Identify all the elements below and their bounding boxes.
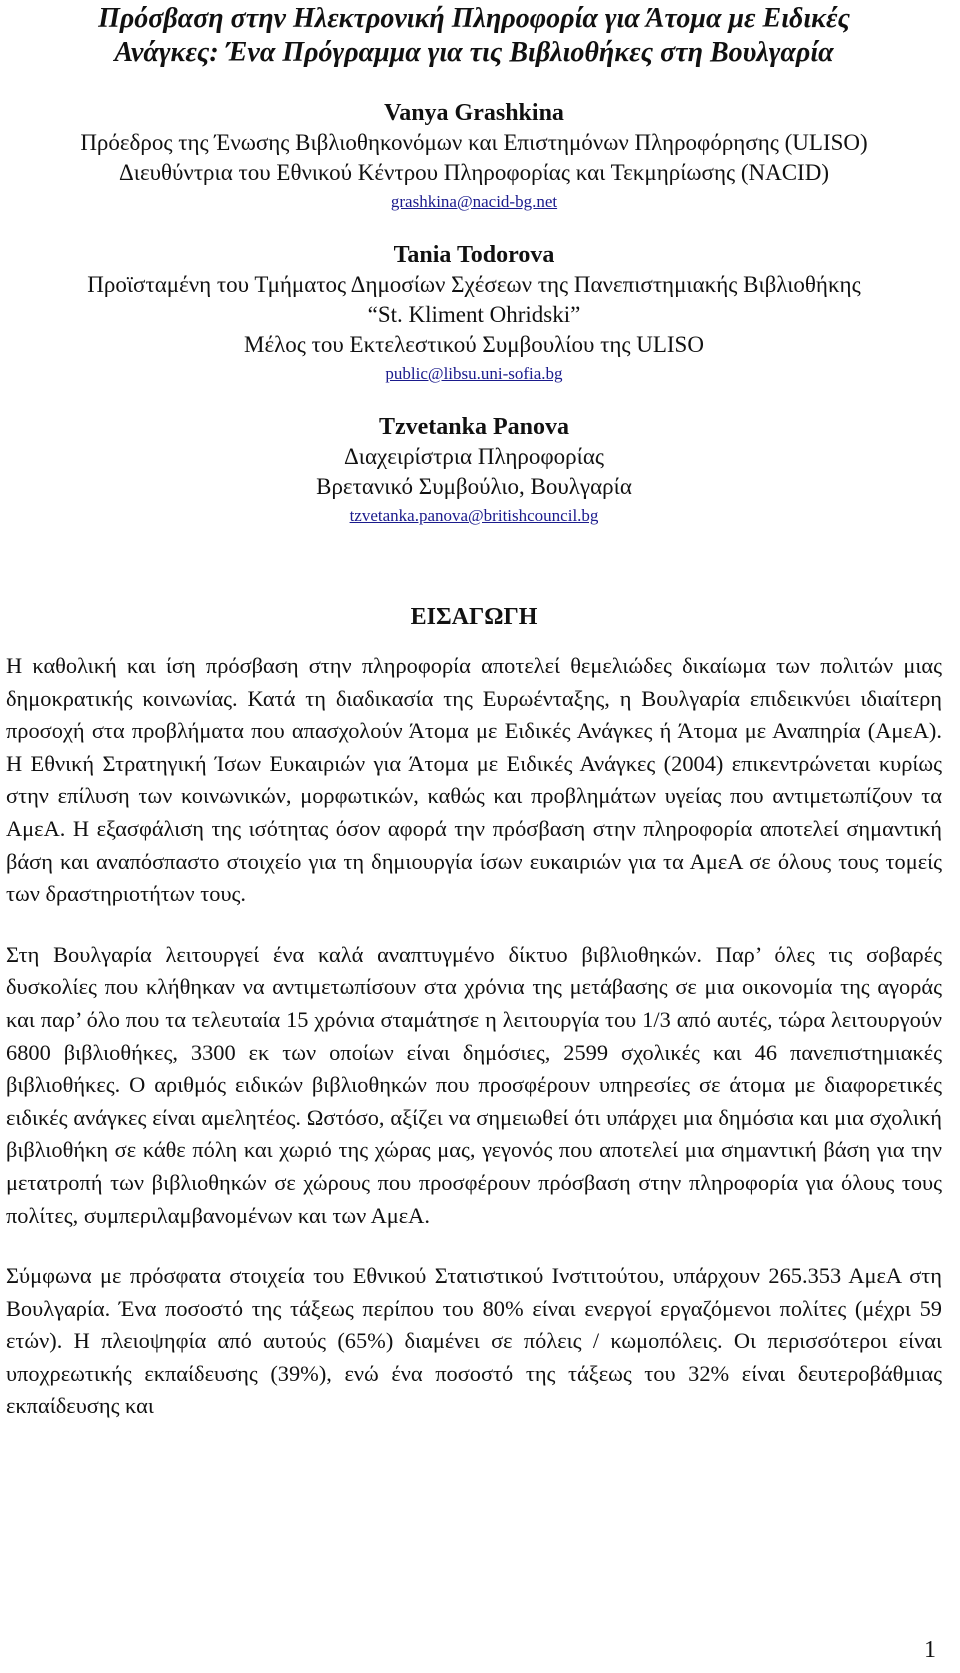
author-name: Vanya Grashkina: [384, 100, 564, 126]
author-name: Tania Todorova: [393, 242, 555, 268]
author-block: [6, 412, 942, 530]
section-heading: ΕΙΣΑΓΩΓΗ: [410, 604, 538, 630]
page-number: 1: [924, 1637, 936, 1663]
paper-title-line-2: Ανάγκες: Ένα Πρόγραμμα για τις Βιβλιοθήκες στη Βουλγαρία: [114, 37, 834, 68]
author-affiliation: Διαχειρίστρια Πληροφορίας: [343, 444, 605, 469]
author-affiliation: Μέλος του Εκτελεστικού Συμβουλίου της ULISO: [244, 332, 704, 357]
paper-title-line-1: Πρόσβαση στην Ηλεκτρονική Πληροφορία για Άτομα με Ειδικές: [98, 3, 850, 34]
author-name: Tzvetanka Panova: [378, 414, 569, 440]
author-affiliation: Βρετανικό Συμβούλιο, Βουλγαρία: [316, 474, 632, 499]
paper-title: [6, 2, 942, 70]
author-affiliation: Διευθύντρια του Εθνικού Κέντρου Πληροφορίας και Τεκμηρίωσης (NACID): [118, 160, 829, 185]
body-paragraph: Η καθολική και ίση πρόσβαση στην πληροφορία αποτελεί θεμελιώδες δικαίωμα των πολιτών μιας δημοκρατικής κοινωνίας. Κατά τη διαδικασία της Ευρωένταξης, η Βουλγαρία επιδεικνύει ιδιαίτερη προσοχή στα προβλήματα που απασχολούν Άτομα με Ειδικές Ανάγκες ή Άτομα με Αναπηρία (ΑμεΑ). Η Εθνική Στρατηγική Ίσων Ευκαιριών για Άτομα με Ειδικές Ανάγκες (2004) επικεντρώνεται κυρίως στην επίλυση των κοινωνικών, μορφωτικών, καθώς και προβλημάτων υγείας που αντιμετωπίζουν τα ΑμεΑ. Η εξασφάλιση της ισότητας όσον αφορά την πρόσβαση στην πληροφορία αποτελεί σημαντική βάση και αναπόσπαστο στοιχείο για τη δημιουργία ίσων ευκαιριών για τα ΑμεΑ σε όλους τους τομείς των δραστηριοτήτων τους.: [6, 653, 942, 907]
body-paragraph: Στη Βουλγαρία λειτουργεί ένα καλά αναπτυγμένο δίκτυο βιβλιοθηκών. Παρ’ όλες τις σοβαρές δυσκολίες που κλήθηκαν να αντιμετωπίσουν στα χρόνια της μετάβασης σε μια οικονομία της αγοράς και παρ’ όλο που τα τελευταία 15 χρόνια σταμάτησε η λειτουργία του 1/3 από αυτές, τώρα λειτουργούν 6800 βιβλιοθήκες, 3300 εκ των οποίων είναι δημόσιες, 2599 σχολικές και 46 πανεπιστημιακές βιβλιοθήκες. Ο αριθμός ειδικών βιβλιοθηκών που προσφέρουν υπηρεσίες σε άτομα με διαφορετικές ειδικές ανάγκες είναι αμελητέος. Ωστόσο, αξίζει να σημειωθεί ότι υπάρχει μια δημόσια και μια σχολική βιβλιοθήκη σε κάθε πόλη και χωριό της χώρας μας, γεγονός που αποτελεί μια σημαντική βάση για την μετατροπή των βιβλιοθηκών σε χώρους που προσφέρουν πρόσβαση στην πληροφορία για όλους τους πολίτες, συμπεριλαμβανομένων και των ΑμεΑ.: [6, 941, 942, 1228]
author-email-link[interactable]: grashkina@nacid-bg.net: [390, 192, 558, 211]
author-block: [6, 98, 942, 216]
author-affiliation: Προϊσταμένη του Τμήματος Δημοσίων Σχέσεων της Πανεπιστημιακής Βιβλιοθήκης: [87, 272, 861, 297]
author-block: [6, 240, 942, 388]
body-paragraph: Σύμφωνα με πρόσφατα στοιχεία του Εθνικού Στατιστικού Ινστιτούτου, υπάρχουν 265.353 ΑμεΑ στη Βουλγαρία. Ένα ποσοστό της τάξεως περίπου του 80% είναι ενεργοί εργαζόμενοι πολίτες (μέχρι 59 ετών). Η πλειοψηφία από αυτούς (65%) διαμένει σε πόλεις / κωμοπόλεις. Οι περισσότεροι είναι υποχρεωτικής εκπαίδευσης (39%), ενώ ένα ποσοστό της τάξεως του 32% είναι δευτεροβάθμιας εκπαίδευσης και: [6, 1263, 942, 1419]
author-email-link[interactable]: tzvetanka.panova@britishcouncil.bg: [349, 506, 599, 525]
author-list: [6, 98, 942, 530]
author-email-link[interactable]: public@libsu.uni-sofia.bg: [385, 364, 563, 383]
author-affiliation: Πρόεδρος της Ένωσης Βιβλιοθηκονόμων και Επιστημόνων Πληροφόρησης (ULISO): [80, 130, 868, 155]
author-affiliation: “St. Kliment Ohridski”: [367, 302, 581, 327]
